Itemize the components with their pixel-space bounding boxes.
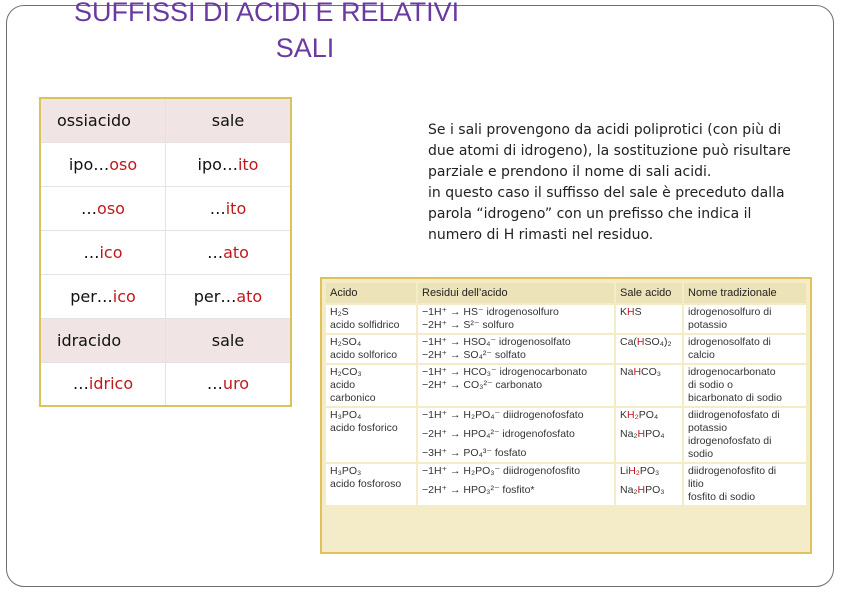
residues-cell xyxy=(418,305,614,333)
suffix-row xyxy=(40,274,291,318)
name-line: potassio xyxy=(688,319,728,331)
acid-line: H₂S xyxy=(330,306,349,318)
residues-line: −2H⁺ → SO₄²⁻ solfato xyxy=(422,349,526,361)
salt-cell xyxy=(616,464,682,505)
salt-suffix-cell xyxy=(166,186,292,230)
acid-cell xyxy=(326,464,416,505)
table-row xyxy=(326,305,806,333)
name-line: litio xyxy=(688,478,704,490)
column-header: Residui dell’acido xyxy=(418,283,614,303)
name-cell xyxy=(684,365,806,406)
residues-line: −1H⁺ → HSO₄⁻ idrogenosolfato xyxy=(422,336,571,348)
suffix-prefix: … xyxy=(81,198,98,218)
suffix-ending: oso xyxy=(97,198,125,218)
salt-line: Na₂HPO₄ xyxy=(620,428,665,440)
suffix-ending: idrico xyxy=(88,374,134,394)
suffix-prefix: … xyxy=(209,198,226,218)
residues-line: −1H⁺ → HCO₃⁻ idrogenocarbonato xyxy=(422,366,588,378)
acid-line: H₃PO₄ xyxy=(330,409,362,421)
description-paragraph-1: Se i sali provengono da acidi poliprotici (con più di due atomi di idrogeno), la sostituzione può risultare parziale e prendono il nome di sali acidi. xyxy=(428,122,791,180)
name-line: sodio xyxy=(688,448,714,460)
suffix-row xyxy=(40,186,291,230)
acid-line: acido fosforoso xyxy=(330,478,402,490)
acid-suffix-cell xyxy=(40,186,166,230)
suffix-prefix: sale xyxy=(211,330,245,350)
residues-cell xyxy=(418,365,614,406)
suffix-prefix: per… xyxy=(193,286,237,306)
table-row xyxy=(326,335,806,363)
salt-cell xyxy=(616,335,682,363)
name-line: diidrogenofosfato di xyxy=(688,409,780,421)
acid-line: H₂SO₄ xyxy=(330,336,362,348)
suffix-ending: ato xyxy=(236,286,263,306)
salt-line: Ca(HSO₄)₂ xyxy=(620,336,672,348)
suffix-prefix: … xyxy=(72,374,89,394)
acid-line: H₂CO₃ xyxy=(330,366,362,378)
title-line-2: SALI xyxy=(275,33,335,63)
suffix-row xyxy=(40,142,291,186)
description-text xyxy=(428,120,808,246)
acid-salt-table-panel xyxy=(320,277,812,554)
name-line: fosfito di sodio xyxy=(688,491,756,503)
name-cell xyxy=(684,464,806,505)
acid-line: H₃PO₃ xyxy=(330,465,362,477)
table-row xyxy=(326,408,806,462)
description-paragraph-2: in questo caso il suffisso del sale è preceduto dalla parola “idrogeno” con un prefisso che indica il numero di H rimasti nel residuo. xyxy=(428,185,785,243)
residues-cell xyxy=(418,408,614,462)
column-header: Nome tradizionale xyxy=(684,283,806,303)
salt-line: KH₂PO₄ xyxy=(620,409,659,421)
suffix-ending: ico xyxy=(112,286,136,306)
name-line: bicarbonato di sodio xyxy=(688,392,782,404)
suffix-header-row xyxy=(40,318,291,362)
suffix-prefix: … xyxy=(207,242,224,262)
salt-suffix-cell xyxy=(166,318,292,362)
suffix-prefix: … xyxy=(83,242,100,262)
name-line: idrogenofosfato di xyxy=(688,435,772,447)
name-line: diidrogenofosfito di xyxy=(688,465,777,477)
salt-suffix-cell xyxy=(166,362,292,406)
name-line: di sodio o xyxy=(688,379,733,391)
salt-suffix-cell xyxy=(166,142,292,186)
suffix-ending: ico xyxy=(99,242,123,262)
acid-suffix-cell xyxy=(40,142,166,186)
residues-line: −1H⁺ → H₂PO₃⁻ diidrogenofosfito xyxy=(422,465,581,477)
suffix-prefix: ipo… xyxy=(197,154,238,174)
acid-suffix-cell xyxy=(40,318,166,362)
acid-cell xyxy=(326,365,416,406)
residues-cell xyxy=(418,464,614,505)
suffix-ending: ito xyxy=(225,198,247,218)
salt-cell xyxy=(616,365,682,406)
column-header: Acido xyxy=(326,283,416,303)
name-line: potassio xyxy=(688,422,728,434)
name-line: idrogenosolfato di xyxy=(688,336,771,348)
suffix-ending: ito xyxy=(237,154,259,174)
salt-line: KHS xyxy=(620,306,642,318)
residues-line: −1H⁺ → H₂PO₄⁻ diidrogenofosfato xyxy=(422,409,584,421)
acid-suffix-cell xyxy=(40,362,166,406)
acid-salt-table xyxy=(324,281,808,507)
residues-line: −1H⁺ → HS⁻ idrogenosolfuro xyxy=(422,306,559,318)
salt-suffix-cell xyxy=(166,274,292,318)
suffix-prefix: sale xyxy=(211,110,245,130)
acid-line: carbonico xyxy=(330,392,376,404)
salt-line: LiH₂PO₃ xyxy=(620,465,660,477)
acid-suffix-cell xyxy=(40,98,166,142)
suffix-prefix: ipo… xyxy=(68,154,110,174)
salt-line: Na₂HPO₃ xyxy=(620,484,665,496)
suffix-prefix: … xyxy=(206,374,223,394)
acid-cell xyxy=(326,335,416,363)
suffix-ending: oso xyxy=(109,154,138,174)
suffix-row xyxy=(40,230,291,274)
salt-cell xyxy=(616,305,682,333)
name-cell xyxy=(684,408,806,462)
acid-line: acido solforico xyxy=(330,349,398,361)
table-row xyxy=(326,464,806,505)
acid-line: acido fosforico xyxy=(330,422,398,434)
suffix-header-row xyxy=(40,98,291,142)
name-cell xyxy=(684,305,806,333)
suffix-ending: uro xyxy=(222,374,250,394)
suffix-table xyxy=(39,97,292,407)
suffix-ending: ato xyxy=(223,242,249,262)
residues-line: −2H⁺ → HPO₄²⁻ idrogenofosfato xyxy=(422,428,575,440)
slide-title xyxy=(70,0,540,66)
suffix-prefix: idracido xyxy=(57,330,122,350)
acid-cell xyxy=(326,305,416,333)
name-line: idrogenocarbonato xyxy=(688,366,776,378)
suffix-row xyxy=(40,362,291,406)
residues-cell xyxy=(418,335,614,363)
name-line: calcio xyxy=(688,349,715,361)
column-header: Sale acido xyxy=(616,283,682,303)
name-cell xyxy=(684,335,806,363)
salt-suffix-cell xyxy=(166,230,292,274)
acid-line: acido xyxy=(330,379,356,391)
suffix-prefix: per… xyxy=(70,286,113,306)
suffix-prefix: ossiacido xyxy=(57,110,131,130)
table-row xyxy=(326,365,806,406)
acid-suffix-cell xyxy=(40,230,166,274)
acid-cell xyxy=(326,408,416,462)
name-line: idrogenosolfuro di xyxy=(688,306,772,318)
salt-cell xyxy=(616,408,682,462)
residues-line: −2H⁺ → S²⁻ solfuro xyxy=(422,319,514,331)
residues-line: −3H⁺ → PO₄³⁻ fosfato xyxy=(422,447,527,459)
salt-line: NaHCO₃ xyxy=(620,366,662,378)
residues-line: −2H⁺ → HPO₃²⁻ fosfito* xyxy=(422,484,535,496)
acid-line: acido solfidrico xyxy=(330,319,400,331)
title-line-1: SUFFISSI DI ACIDI E RELATIVI xyxy=(74,0,460,27)
salt-suffix-cell xyxy=(166,98,292,142)
acid-suffix-cell xyxy=(40,274,166,318)
residues-line: −2H⁺ → CO₃²⁻ carbonato xyxy=(422,379,543,391)
